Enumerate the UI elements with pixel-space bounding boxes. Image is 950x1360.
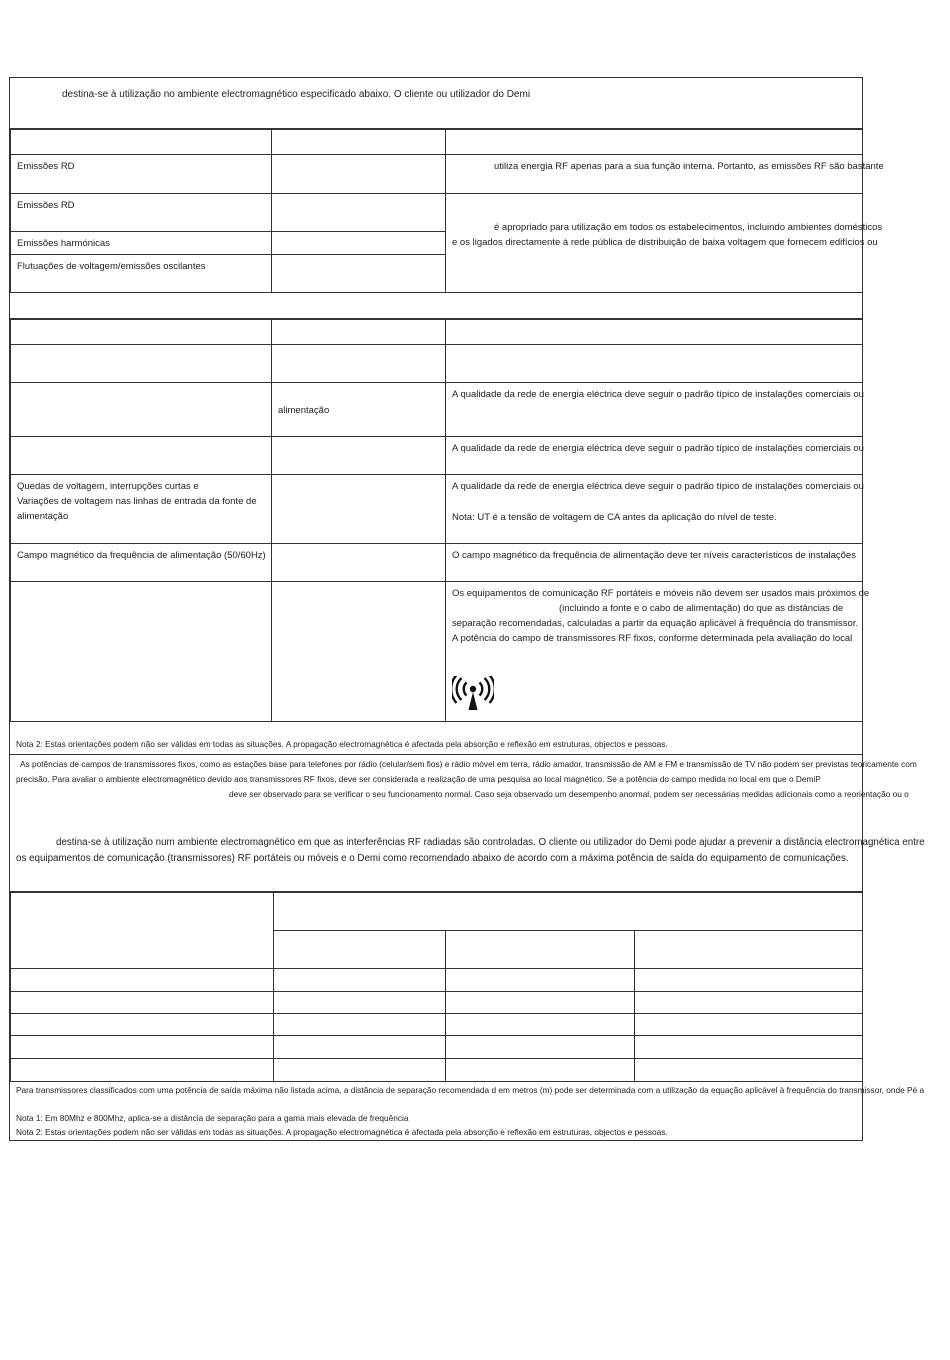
surge-right-text: A qualidade da rede de energia eléctrica deve seguir o padrão típico de instalações comerciais ou	[452, 443, 864, 454]
immunity-footnote-3: deve ser observado para se verificar o seu funcionamento normal. Caso seja observado um desempenho anormal, podem ser necessárias medidas adicionais como a reorientação ou o	[229, 789, 909, 799]
separation-intro-1: destina-se à utilização num ambiente electromagnético em que as interferências RF radiadas são controladas. O cliente ou utilizador do Demi pode ajudar a prevenir a distância electromagnética entre	[56, 837, 925, 848]
immunity-footnote-2: precisão. Para avaliar o ambiente electromagnético devido aos transmissores RF fixos, deve ser considerada a realização de uma pesquisa ao local magnético. Se a potência do campo medida no local em que o DemiP	[16, 774, 821, 784]
table-row	[11, 155, 863, 194]
separation-note-a: Para transmissores classificados com uma potência de saída máxima não listada acima, a distância de separação recomendada d em metros (m) pode ser determinada com a utilização da equação aplicável à frequência do transmissor, onde Pé a	[16, 1085, 925, 1095]
table-row	[11, 969, 863, 992]
dips-right-1: A qualidade da rede de energia eléctrica deve seguir o padrão típico de instalações comerciais ou	[452, 481, 864, 492]
table-row	[11, 544, 863, 582]
separation-intro-2: os equipamentos de comunicação (transmissores) RF portáteis ou móveis e o Demi como recomendado abaixo de acordo com a máxima potência de saída do equipamento de comunicações.	[16, 853, 849, 864]
emissions-header-row	[11, 130, 863, 155]
emissions-rf-text: utiliza energia RF apenas para a sua função interna. Portanto, as emissões RF são bastante	[494, 161, 884, 172]
dips-left-1: Quedas de voltagem, interrupções curtas e	[17, 481, 199, 492]
immunity-note-2: Nota 2: Estas orientações podem não ser válidas em todas as situações. A propagação electromagnética é afectada pela absorção e reflexão em estruturas, objectos e pessoas.	[16, 739, 668, 749]
separation-header-row	[11, 893, 863, 931]
table-row	[11, 475, 863, 544]
rf-right-3: separação recomendadas, calculadas a partir da equação aplicável à frequência do transmissor.	[452, 618, 859, 629]
emissions-merged-cell	[446, 194, 883, 293]
immunity-note-block	[10, 721, 862, 755]
rf-right-2: (incluindo a fonte e o cabo de alimentação) do que as distâncias de	[559, 603, 844, 614]
non-ionizing-radiation-icon	[452, 676, 494, 714]
magnetic-left-text: Campo magnético da frequência de alimentação (50/60Hz)	[17, 550, 266, 561]
emissions-rf-label: Emissões RD	[17, 161, 75, 172]
emissions-table	[10, 129, 884, 293]
table-row	[11, 345, 863, 383]
table-row	[11, 1014, 863, 1036]
dips-left-2: Variações de voltagem nas linhas de entrada da fonte de	[17, 496, 257, 507]
table-row	[11, 194, 863, 232]
emissions-merged-text-1: é apropriado para utilização em todos os estabelecimentos, incluindo ambientes domésticos	[494, 222, 883, 233]
emissions-intro: destina-se à utilização no ambiente electromagnético especificado abaixo. O cliente ou utilizador do Demi	[62, 89, 531, 100]
document-frame	[9, 77, 925, 1141]
immunity-title-band	[10, 292, 862, 319]
dips-right-2: Nota: UT é a tensão de voltagem de CA antes da aplicação do nível de teste.	[452, 512, 777, 523]
table-row	[11, 992, 863, 1014]
separation-table	[10, 892, 863, 1082]
supply-mid-text: alimentação	[278, 405, 330, 416]
immunity-table	[10, 319, 870, 722]
separation-note-2: Nota 2: Estas orientações podem não ser válidas em todas as situações. A propagação electromagnética é afectada pela absorção e reflexão em estruturas, objectos e pessoas.	[16, 1127, 668, 1137]
emissions-harmonic-label: Emissões harmónicas	[17, 238, 110, 249]
table-row	[11, 1059, 863, 1082]
emissions-rf-label-2: Emissões RD	[17, 200, 75, 211]
table-row	[11, 437, 863, 475]
supply-right-text: A qualidade da rede de energia eléctrica deve seguir o padrão típico de instalações comerciais ou	[452, 389, 864, 400]
separation-note-1: Nota 1: Em 80Mhz e 800Mhz, aplica-se a distância de separação para a gama mais elevada de frequência	[16, 1113, 409, 1123]
immunity-footnote-block	[10, 755, 925, 892]
table-row	[11, 582, 863, 722]
rf-right-1: Os equipamentos de comunicação RF portáteis e móveis não devem ser usados mais próximos de	[452, 588, 870, 599]
table-row	[11, 1036, 863, 1059]
immunity-footnote-1: As potências de campos de transmissores fixos, como as estações base para telefones por rádio (celular/sem fios) e rádio móvel em terra, rádio amador, transmissão de AM e FM e transmissão de TV não podem ser previstas teoricamente com	[20, 759, 917, 769]
table-row	[11, 383, 863, 437]
magnetic-right-text: O campo magnético da frequência de alimentação deve ter níveis característicos de instalações	[452, 550, 856, 561]
emissions-intro-block	[10, 78, 862, 129]
emissions-merged-text-2: e os ligados directamente à rede pública de distribuição de baixa voltagem que fornecem edifícios ou	[452, 237, 878, 248]
emissions-flicker-label: Flutuações de voltagem/emissões oscilantes	[17, 261, 206, 272]
immunity-header-row	[11, 320, 863, 345]
rf-right-4: A potência do campo de transmissores RF fixos, conforme determinada pela avaliação do local	[452, 633, 853, 644]
dips-left-3: alimentação	[17, 511, 69, 522]
